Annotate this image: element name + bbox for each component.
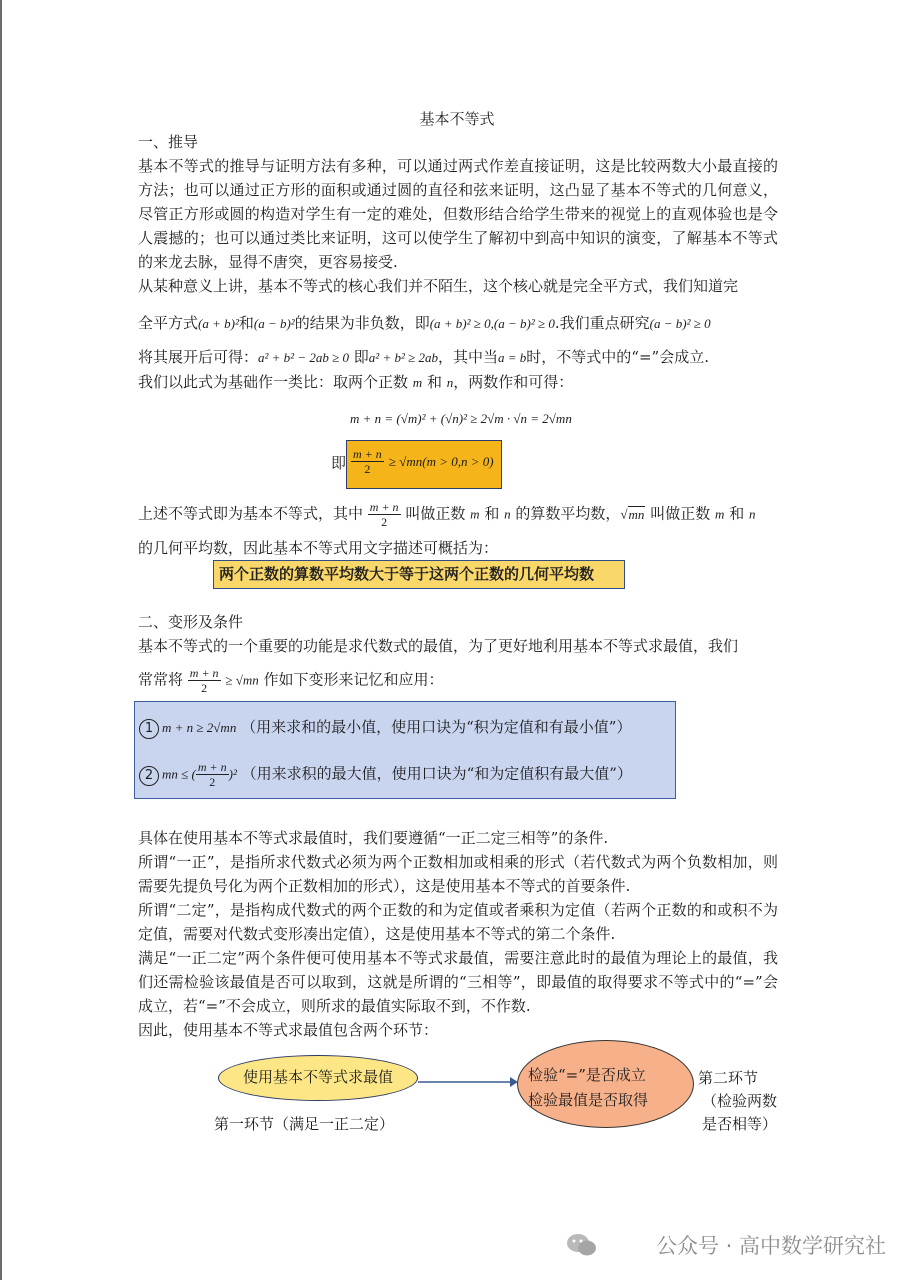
step-2-label-line-3: 是否相等） [702, 1115, 778, 1133]
section-1-paragraph-2: 从某种意义上讲，基本不等式的核心我们并不陌生，这个核心就是完全平方式，我们知道完 [138, 277, 739, 295]
circled-number-1: 1 [139, 719, 159, 739]
watermark: 公众号 · 高中数学研究社 [655, 1234, 886, 1258]
fraction: $\frac{m + n}{2}$ [353, 447, 382, 476]
circled-number-2: 2 [139, 766, 159, 786]
arrow-icon [418, 1076, 518, 1088]
section-2-paragraph-7: 因此，使用基本不等式求最值包含两个环节： [138, 1021, 439, 1039]
page-left-border [0, 0, 2, 1280]
section-1-line-5: 我们以此式为基础作一类比：取两个正数 m 和 n，两数作和可得： [138, 373, 574, 391]
variant-formulas-box [134, 701, 676, 799]
section-1-heading: 一、推导 [138, 133, 199, 151]
step-1-ellipse: 使用基本不等式求最值 [218, 1055, 418, 1101]
verbal-summary-highlight: 两个正数的算数平均数大于等于这两个正数的几何平均数 [213, 560, 625, 589]
step-2-label-line-2: （检验两数 [702, 1092, 778, 1110]
section-2-heading: 二、变形及条件 [138, 613, 244, 631]
wechat-logo-icon [566, 1232, 598, 1258]
section-2-paragraph-3: 具体在使用基本不等式求最值时，我们要遵循“一正二定三相等”的条件. [138, 829, 609, 847]
section-1-line-4: 将其展开后可得：a² + b² − 2ab ≥ 0 即a² + b² ≥ 2ab，其中当a = b时，不等式中的“=”会成立. [138, 348, 709, 366]
section-2-paragraph-1: 基本不等式的一个重要的功能是求代数式的最值，为了更好地利用基本不等式求最值，我们 [138, 637, 739, 655]
sum-equation: m + n = (√m)² + (√n)² ≥ 2√m · √n = 2√mn [350, 411, 572, 426]
section-2-paragraph-4: 所谓“一正”，是指所求代数式必须为两个正数相加或相乘的形式（若代数式为两个负数相加，则需要先提负号化为两个正数相加的形式），这是使用基本不等式的首要条件. [138, 853, 778, 895]
variant-1: 1 m + n ≥ 2√mn （用来求和的最小值，使用口诀为“积为定值和有最小值”） [139, 716, 631, 739]
ji-label: 即 [331, 454, 347, 472]
document-title: 基本不等式 [419, 110, 495, 128]
step-2-ellipse: 检验“=”是否成立 检验最值是否取得 [517, 1040, 694, 1128]
basic-inequality-formula-highlight: $\frac{m + n}{2}$ ≥ √mn(m > 0,n > 0) [346, 440, 502, 489]
variant-2: 2 mn ≤ ( $\frac{m + n}{2}$ )² （用来求积的最大值，使用口诀为“和为定值积有最大值”） [139, 760, 632, 789]
section-1-line-3: 全平方式(a + b)²和(a − b)²的结果为非负数，即(a + b)² ≥ 0,(a − b)² ≥ 0.我们重点研究(a − b)² ≥ 0 [138, 314, 711, 332]
section-2-paragraph-5: 所谓“二定”，是指构成代数式的两个正数的和为定值或者乘积为定值（若两个正数的和或积不为定值，需要对代数式变形凑出定值），这是使用基本不等式的第二个条件. [138, 901, 778, 943]
section-2-line-2: 常常将 $\frac{m + n}{2}$ ≥ √mn 作如下变形来记忆和应用： [138, 666, 444, 695]
section-1-line-6: 上述不等式即为基本不等式，其中 $\frac{m + n}{2}$ 叫做正数 m 和 n 的算数平均数，√mn 叫做正数 m 和 n [138, 500, 756, 529]
section-1-line-7: 的几何平均数，因此基本不等式用文字描述可概括为： [138, 539, 499, 557]
section-1-paragraph-1: 基本不等式的推导与证明方法有多种，可以通过两式作差直接证明，这是比较两数大小最直接的方法；也可以通过正方形的面积或通过圆的直径和弦来证明，这凸显了基本不等式的几何意义，尽管正方形或圆的构造对学生有一定的难处，但数形结合给学生带来的视觉上的直观体验也是令人震撼的；也可以通过类比来证明，这可以使学生了解初中到高中知识的演变，了解基本不等式的来龙去脉，显得不唐突，更容易接受. [138, 157, 778, 271]
section-2-paragraph-6: 满足“一正二定”两个条件便可使用基本不等式求最值，需要注意此时的最值为理论上的最值，我们还需检验该最值是否可以取到，这就是所谓的“三相等”，即最值的取得要求不等式中的“=”会成立，若“=”不会成立，则所求的最值实际取不到，不作数. [138, 949, 778, 1015]
step-1-label: 第一环节（满足一正二定） [214, 1115, 395, 1133]
step-2-label-line-1: 第二环节 [698, 1069, 759, 1087]
